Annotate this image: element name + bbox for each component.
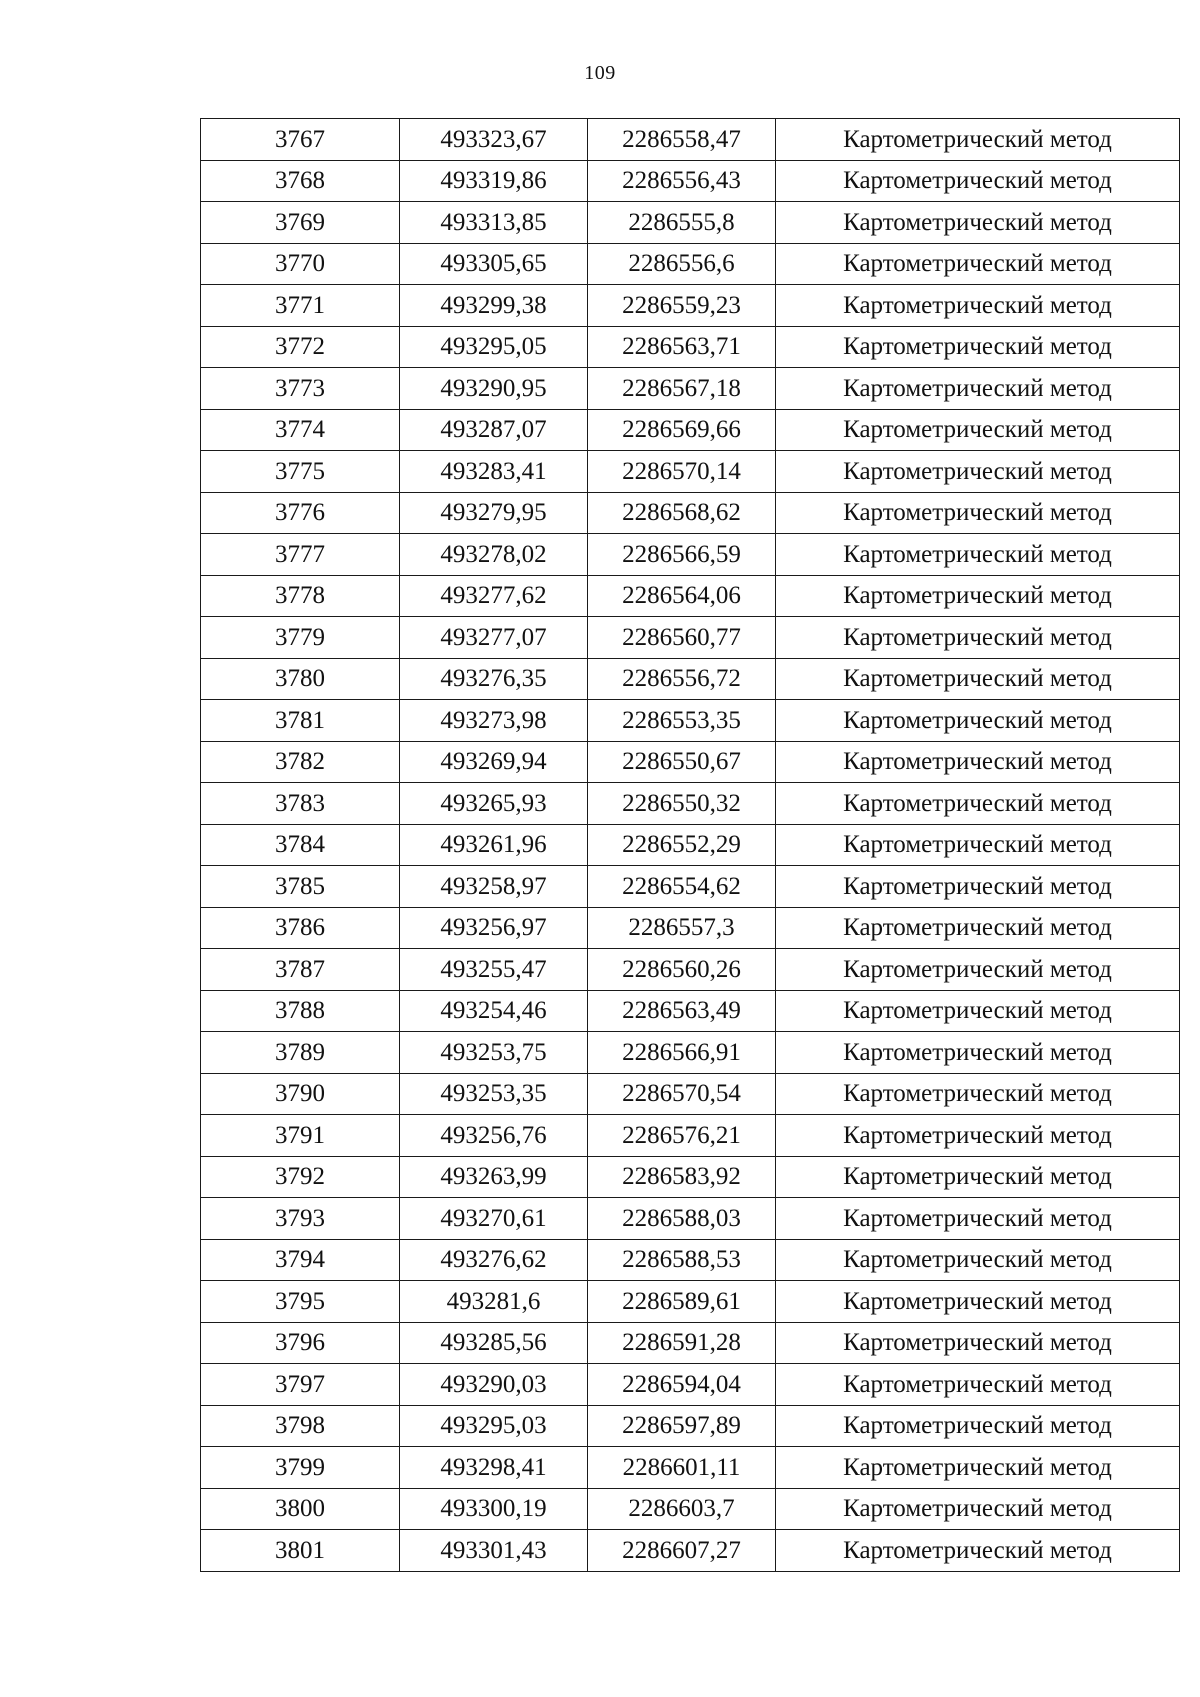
table-row	[201, 285, 1180, 327]
table-row	[201, 700, 1180, 742]
point-number-cell: 3783	[201, 783, 400, 825]
method-cell: Картометрический метод	[776, 1322, 1180, 1364]
x-coordinate-cell: 493277,07	[400, 617, 588, 659]
method-cell: Картометрический метод	[776, 866, 1180, 908]
table-row	[201, 1073, 1180, 1115]
method-cell: Картометрический метод	[776, 741, 1180, 783]
y-coordinate-cell: 2286555,8	[588, 202, 776, 244]
y-coordinate-cell: 2286552,29	[588, 824, 776, 866]
method-cell: Картометрический метод	[776, 451, 1180, 493]
point-number-cell: 3790	[201, 1073, 400, 1115]
y-coordinate-cell: 2286554,62	[588, 866, 776, 908]
method-cell: Картометрический метод	[776, 534, 1180, 576]
table-row	[201, 1115, 1180, 1157]
table-row	[201, 409, 1180, 451]
x-coordinate-cell: 493253,75	[400, 1032, 588, 1074]
point-number-cell: 3774	[201, 409, 400, 451]
method-cell: Картометрический метод	[776, 1530, 1180, 1572]
y-coordinate-cell: 2286563,71	[588, 326, 776, 368]
y-coordinate-cell: 2286560,26	[588, 949, 776, 991]
point-number-cell: 3772	[201, 326, 400, 368]
x-coordinate-cell: 493263,99	[400, 1156, 588, 1198]
point-number-cell: 3780	[201, 658, 400, 700]
table-row	[201, 866, 1180, 908]
y-coordinate-cell: 2286588,03	[588, 1198, 776, 1240]
y-coordinate-cell: 2286564,06	[588, 575, 776, 617]
x-coordinate-cell: 493281,6	[400, 1281, 588, 1323]
y-coordinate-cell: 2286566,59	[588, 534, 776, 576]
x-coordinate-cell: 493253,35	[400, 1073, 588, 1115]
y-coordinate-cell: 2286576,21	[588, 1115, 776, 1157]
x-coordinate-cell: 493285,56	[400, 1322, 588, 1364]
table-row	[201, 1364, 1180, 1406]
y-coordinate-cell: 2286556,72	[588, 658, 776, 700]
table-row	[201, 119, 1180, 161]
method-cell: Картометрический метод	[776, 990, 1180, 1032]
x-coordinate-cell: 493287,07	[400, 409, 588, 451]
x-coordinate-cell: 493276,35	[400, 658, 588, 700]
x-coordinate-cell: 493269,94	[400, 741, 588, 783]
table-row	[201, 907, 1180, 949]
method-cell: Картометрический метод	[776, 1032, 1180, 1074]
y-coordinate-cell: 2286556,43	[588, 160, 776, 202]
method-cell: Картометрический метод	[776, 1364, 1180, 1406]
method-cell: Картометрический метод	[776, 285, 1180, 327]
table-row	[201, 1156, 1180, 1198]
method-cell: Картометрический метод	[776, 492, 1180, 534]
table-row	[201, 1405, 1180, 1447]
y-coordinate-cell: 2286567,18	[588, 368, 776, 410]
table-row	[201, 534, 1180, 576]
y-coordinate-cell: 2286560,77	[588, 617, 776, 659]
method-cell: Картометрический метод	[776, 575, 1180, 617]
method-cell: Картометрический метод	[776, 617, 1180, 659]
table-row	[201, 741, 1180, 783]
point-number-cell: 3787	[201, 949, 400, 991]
table-row	[201, 1530, 1180, 1572]
point-number-cell: 3776	[201, 492, 400, 534]
point-number-cell: 3777	[201, 534, 400, 576]
x-coordinate-cell: 493300,19	[400, 1488, 588, 1530]
y-coordinate-cell: 2286553,35	[588, 700, 776, 742]
y-coordinate-cell: 2286557,3	[588, 907, 776, 949]
table-row	[201, 451, 1180, 493]
point-number-cell: 3768	[201, 160, 400, 202]
method-cell: Картометрический метод	[776, 700, 1180, 742]
method-cell: Картометрический метод	[776, 1198, 1180, 1240]
y-coordinate-cell: 2286568,62	[588, 492, 776, 534]
point-number-cell: 3770	[201, 243, 400, 285]
x-coordinate-cell: 493256,97	[400, 907, 588, 949]
method-cell: Картометрический метод	[776, 326, 1180, 368]
method-cell: Картометрический метод	[776, 1281, 1180, 1323]
y-coordinate-cell: 2286566,91	[588, 1032, 776, 1074]
y-coordinate-cell: 2286570,54	[588, 1073, 776, 1115]
y-coordinate-cell: 2286583,92	[588, 1156, 776, 1198]
point-number-cell: 3769	[201, 202, 400, 244]
y-coordinate-cell: 2286601,11	[588, 1447, 776, 1489]
table-row	[201, 160, 1180, 202]
x-coordinate-cell: 493265,93	[400, 783, 588, 825]
x-coordinate-cell: 493290,95	[400, 368, 588, 410]
point-number-cell: 3784	[201, 824, 400, 866]
point-number-cell: 3786	[201, 907, 400, 949]
x-coordinate-cell: 493270,61	[400, 1198, 588, 1240]
point-number-cell: 3792	[201, 1156, 400, 1198]
y-coordinate-cell: 2286556,6	[588, 243, 776, 285]
x-coordinate-cell: 493256,76	[400, 1115, 588, 1157]
table-body	[201, 119, 1180, 1572]
point-number-cell: 3775	[201, 451, 400, 493]
x-coordinate-cell: 493254,46	[400, 990, 588, 1032]
x-coordinate-cell: 493301,43	[400, 1530, 588, 1572]
table-row	[201, 949, 1180, 991]
point-number-cell: 3796	[201, 1322, 400, 1364]
y-coordinate-cell: 2286607,27	[588, 1530, 776, 1572]
x-coordinate-cell: 493283,41	[400, 451, 588, 493]
method-cell: Картометрический метод	[776, 409, 1180, 451]
method-cell: Картометрический метод	[776, 160, 1180, 202]
coordinates-table	[200, 118, 1180, 1572]
method-cell: Картометрический метод	[776, 1073, 1180, 1115]
table-row	[201, 1281, 1180, 1323]
x-coordinate-cell: 493298,41	[400, 1447, 588, 1489]
y-coordinate-cell: 2286588,53	[588, 1239, 776, 1281]
x-coordinate-cell: 493295,03	[400, 1405, 588, 1447]
y-coordinate-cell: 2286558,47	[588, 119, 776, 161]
y-coordinate-cell: 2286570,14	[588, 451, 776, 493]
point-number-cell: 3779	[201, 617, 400, 659]
table-row	[201, 990, 1180, 1032]
y-coordinate-cell: 2286559,23	[588, 285, 776, 327]
point-number-cell: 3785	[201, 866, 400, 908]
x-coordinate-cell: 493278,02	[400, 534, 588, 576]
method-cell: Картометрический метод	[776, 824, 1180, 866]
table-row	[201, 492, 1180, 534]
method-cell: Картометрический метод	[776, 243, 1180, 285]
method-cell: Картометрический метод	[776, 1156, 1180, 1198]
y-coordinate-cell: 2286589,61	[588, 1281, 776, 1323]
table-row	[201, 326, 1180, 368]
x-coordinate-cell: 493279,95	[400, 492, 588, 534]
y-coordinate-cell: 2286569,66	[588, 409, 776, 451]
method-cell: Картометрический метод	[776, 202, 1180, 244]
method-cell: Картометрический метод	[776, 1405, 1180, 1447]
method-cell: Картометрический метод	[776, 1488, 1180, 1530]
method-cell: Картометрический метод	[776, 119, 1180, 161]
table-row	[201, 1032, 1180, 1074]
point-number-cell: 3773	[201, 368, 400, 410]
method-cell: Картометрический метод	[776, 368, 1180, 410]
y-coordinate-cell: 2286563,49	[588, 990, 776, 1032]
point-number-cell: 3793	[201, 1198, 400, 1240]
y-coordinate-cell: 2286550,32	[588, 783, 776, 825]
table-row	[201, 575, 1180, 617]
method-cell: Картометрический метод	[776, 949, 1180, 991]
point-number-cell: 3801	[201, 1530, 400, 1572]
table-row	[201, 368, 1180, 410]
method-cell: Картометрический метод	[776, 1447, 1180, 1489]
y-coordinate-cell: 2286550,67	[588, 741, 776, 783]
x-coordinate-cell: 493290,03	[400, 1364, 588, 1406]
x-coordinate-cell: 493295,05	[400, 326, 588, 368]
method-cell: Картометрический метод	[776, 1115, 1180, 1157]
method-cell: Картометрический метод	[776, 1239, 1180, 1281]
y-coordinate-cell: 2286603,7	[588, 1488, 776, 1530]
x-coordinate-cell: 493258,97	[400, 866, 588, 908]
table-row	[201, 243, 1180, 285]
method-cell: Картометрический метод	[776, 783, 1180, 825]
x-coordinate-cell: 493323,67	[400, 119, 588, 161]
table-row	[201, 783, 1180, 825]
point-number-cell: 3795	[201, 1281, 400, 1323]
x-coordinate-cell: 493255,47	[400, 949, 588, 991]
table-row	[201, 202, 1180, 244]
table-row	[201, 658, 1180, 700]
point-number-cell: 3782	[201, 741, 400, 783]
point-number-cell: 3788	[201, 990, 400, 1032]
table-row	[201, 1198, 1180, 1240]
x-coordinate-cell: 493305,65	[400, 243, 588, 285]
method-cell: Картометрический метод	[776, 907, 1180, 949]
point-number-cell: 3789	[201, 1032, 400, 1074]
point-number-cell: 3767	[201, 119, 400, 161]
table-row	[201, 1239, 1180, 1281]
table-row	[201, 1322, 1180, 1364]
point-number-cell: 3799	[201, 1447, 400, 1489]
y-coordinate-cell: 2286591,28	[588, 1322, 776, 1364]
method-cell: Картометрический метод	[776, 658, 1180, 700]
point-number-cell: 3794	[201, 1239, 400, 1281]
x-coordinate-cell: 493273,98	[400, 700, 588, 742]
x-coordinate-cell: 493313,85	[400, 202, 588, 244]
point-number-cell: 3781	[201, 700, 400, 742]
x-coordinate-cell: 493276,62	[400, 1239, 588, 1281]
table-row	[201, 1447, 1180, 1489]
x-coordinate-cell: 493299,38	[400, 285, 588, 327]
x-coordinate-cell: 493261,96	[400, 824, 588, 866]
point-number-cell: 3778	[201, 575, 400, 617]
table-row	[201, 617, 1180, 659]
y-coordinate-cell: 2286597,89	[588, 1405, 776, 1447]
table-row	[201, 824, 1180, 866]
table-row	[201, 1488, 1180, 1530]
point-number-cell: 3797	[201, 1364, 400, 1406]
y-coordinate-cell: 2286594,04	[588, 1364, 776, 1406]
page-number: 109	[584, 62, 616, 84]
x-coordinate-cell: 493319,86	[400, 160, 588, 202]
x-coordinate-cell: 493277,62	[400, 575, 588, 617]
point-number-cell: 3771	[201, 285, 400, 327]
point-number-cell: 3791	[201, 1115, 400, 1157]
point-number-cell: 3798	[201, 1405, 400, 1447]
point-number-cell: 3800	[201, 1488, 400, 1530]
